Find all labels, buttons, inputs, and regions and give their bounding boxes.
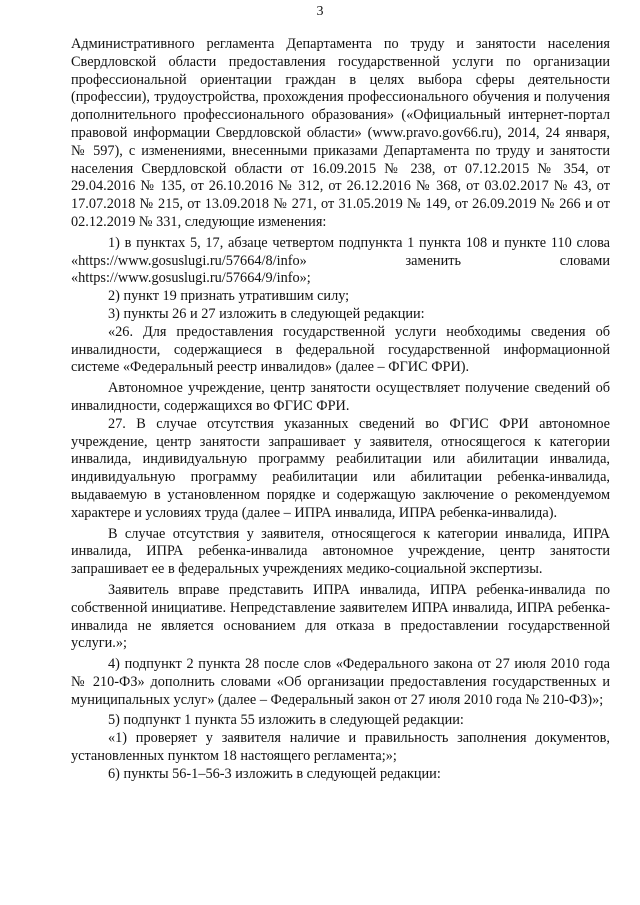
paragraph-intro: Административного регламента Департамента по труду и занятости населения Свердловской области предоставления государственной услуги по организации профессиональной ориентации граждан в целях выбора сферы деятельности (профессии), трудоустройства, прохождения профессионального обучения и получения дополнительного профессионального образования» («Официальный интернет-портал правовой информации Свердловской области» (www.pravo.gov66.ru), 2014, 24 января, № 597), с изменениями, внесенными приказами Департамента по труду и занятости населения Свердловской области от 16.09.2015 № 238, от 07.12.2015 № 354, от 29.04.2016 № 135, от 26.10.2016 № 312, от 26.12.2016 № 368, от 03.02.2017 № 43, от 17.07.2018 № 215, от 13.09.2018 № 271, от 31.05.2019 № 149, от 26.09.2019 № 266 и от 02.12.2019 № 331, следующие изменения: [71, 36, 610, 230]
page-number: 3 [316, 4, 324, 19]
paragraph-item-5: 5) подпункт 1 пункта 55 изложить в следующей редакции: [108, 712, 464, 729]
paragraph-clause-27-part-2: В случае отсутствия у заявителя, относящегося к категории инвалида, ИПРА инвалида, ИПРА ребенка-инвалида автономное учреждение, центр занятости запрашивает ее в федеральных учреждениях медико-социальной экспертизы. [71, 525, 610, 578]
paragraph-item-2: 2) пункт 19 признать утратившим силу; [108, 288, 350, 305]
paragraph-clause-27: 27. В случае отсутствия указанных сведений во ФГИС ФРИ автономное учреждение, центр занятости запрашивает у заявителя, относящегося к категории инвалида, индивидуальную программу реабилитации или абилитации инвалида, индивидуальную программу реабилитации или абилитации ребенка-инвалида, выдаваемую в установленном порядке и содержащую заключение о рекомендуемом характере и условиях труда (далее – ИПРА инвалида, ИПРА ребенка-инвалида). [71, 415, 610, 521]
paragraph-item-4: 4) подпункт 2 пункта 28 после слов «Федерального закона от 27 июля 2010 года № 210-ФЗ» дополнить словами «Об организации предоставления государственных и муниципальных услуг» (далее – Федеральный закон от 27 июля 2010 года № 210-ФЗ)»; [71, 656, 610, 708]
paragraph-item-1: 1) в пунктах 5, 17, абзаце четвертом подпункта 1 пункта 108 и пункте 110 слова «https://www.gosuslugi.ru/57664/8/info» заменить словами «https://www.gosuslugi.ru/57664/9/info»; [71, 234, 610, 287]
paragraph-item-6: 6) пункты 56-1–56-3 изложить в следующей редакции: [108, 765, 441, 782]
document-body [71, 36, 610, 784]
paragraph-item-3: 3) пункты 26 и 27 изложить в следующей редакции: [108, 305, 425, 322]
paragraph-clause-26: «26. Для предоставления государственной услуги необходимы сведения об инвалидности, содержащиеся в федеральной государственной информационной системе «Федеральный реестр инвалидов» (далее – ФГИС ФРИ). [71, 323, 610, 376]
paragraph-clause-27-part-3: Заявитель вправе представить ИПРА инвалида, ИПРА ребенка-инвалида по собственной инициативе. Непредставление заявителем ИПРА инвалида, ИПРА ребенка-инвалида не является основанием для отказа в предоставлении государственной услуги.»; [71, 581, 610, 652]
paragraph-clause-26-part-2: Автономное учреждение, центр занятости осуществляет получение сведений об инвалидности, содержащихся во ФГИС ФРИ. [71, 380, 610, 414]
paragraph-item-5-text: «1) проверяет у заявителя наличие и правильность заполнения документов, установленных пунктом 18 настоящего регламента;»; [71, 730, 610, 765]
